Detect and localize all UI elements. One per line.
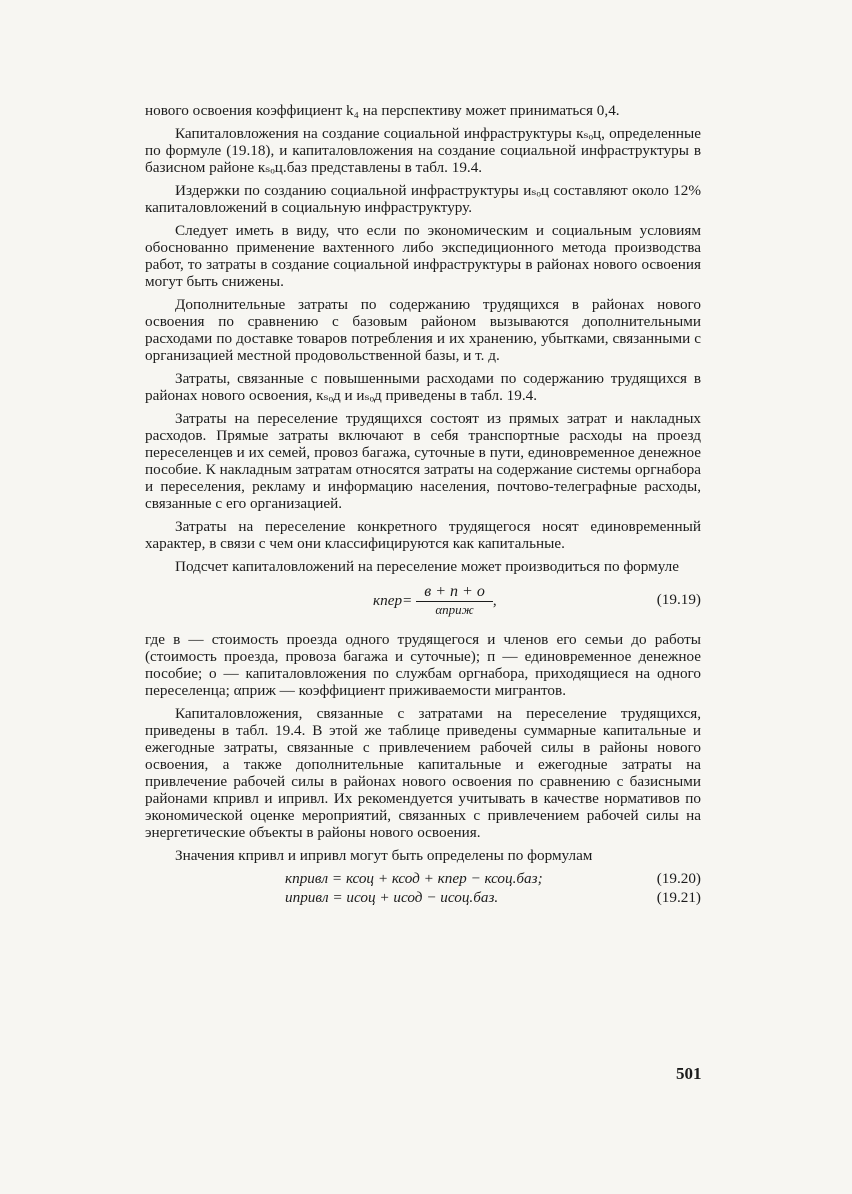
paragraph: Издержки по созданию социальной инфраструктуры иₛₒц составляют около 12% капиталовложений в социальную инфраструктуру. — [145, 182, 701, 216]
formula-text: ипривл = исоц + исод − исоц.баз. — [285, 889, 499, 906]
paragraph: Подсчет капиталовложений на переселение может производиться по формуле — [175, 558, 679, 575]
equation-number: (19.20) — [656, 870, 701, 887]
paragraph: Капиталовложения, связанные с затратами на переселение трудящихся, приведены в табл. 19.4. В этой же таблице приведены суммарные капитальные и ежегодные затраты, связанные с привлечением рабочей силы в районы нового освоения, а также дополнительные капитальные и ежегодные затраты на привлечение рабочей силы в районах нового освоения по сравнению с базисными районами кпривл и ипривл. Их рекомендуется учитывать в качестве нормативов по экономической оценке мероприятий, связанных с привлечением рабочей силы на энергетические объекты в районы нового освоения. — [145, 705, 701, 841]
formula-19-19 — [145, 581, 701, 621]
equation-number: (19.21) — [656, 889, 701, 906]
paragraph: Следует иметь в виду, что если по экономическим и социальным условиям обоснованно применение вахтенного либо экспедиционного метода производства работ, то затраты в создание социальной инфраструктуры в районах нового освоения могут быть снижены. — [145, 222, 701, 290]
paragraph: нового освоения коэффициент k₄ на перспективу может приниматься 0,4. — [145, 102, 620, 119]
paragraph: Значения кпривл и ипривл могут быть определены по формулам — [175, 847, 593, 864]
formula-numerator: в + п + о — [416, 583, 493, 602]
page-body — [145, 102, 701, 908]
formula-19-21 — [145, 889, 701, 908]
equation-number: (19.19) — [656, 591, 701, 608]
paragraph: Затраты на переселение трудящихся состоят из прямых затрат и накладных расходов. Прямые затраты включают в себя транспортные расходы на проезд переселенцев и их семей, провоз багажа, суточные в пути, единовременное денежное пособие. К накладным затратам относятся затраты на содержание системы оргнабора и переселения, рекламу и информацию населения, почтово-телеграфные расходы, связанные с его организацией. — [145, 410, 701, 512]
paragraph: Дополнительные затраты по содержанию трудящихся в районах нового освоения по сравнению с базовым районом вызываются дополнительными расходами по доставке товаров потребления и их хранению, убытками, связанными с организацией местной продовольственной базы, и т. д. — [145, 296, 701, 364]
paragraph: Капиталовложения на создание социальной инфраструктуры кₛₒц, определенные по формуле (19.18), и капиталовложения на создание социальной инфраструктуры в базисном районе кₛₒц.баз представлены в табл. 19.4. — [145, 125, 701, 176]
formula-fraction — [416, 583, 493, 618]
paragraph: Затраты на переселение конкретного трудящегося носят единовременный характер, в связи с чем они классифицируются как капитальные. — [145, 518, 701, 552]
formula-denominator: αприж — [435, 602, 474, 617]
page-number: 501 — [676, 1064, 702, 1083]
paragraph: Затраты, связанные с повышенными расходами по содержанию трудящихся в районах нового освоения, кₛₒд и иₛₒд приведены в табл. 19.4. — [145, 370, 701, 404]
formula-text: кпривл = ксоц + ксод + кпер − ксоц.баз; — [285, 870, 543, 887]
formula-lhs: кпер= — [373, 592, 413, 609]
formula-tail: , — [492, 592, 497, 609]
paragraph: где в — стоимость проезда одного трудящегося и членов его семьи до работы (стоимость проезда, провоза багажа и суточные); п — единовременное денежное пособие; о — капиталовложения по службам оргнабора, приходящиеся на одного переселенца; αприж — коэффициент приживаемости мигрантов. — [145, 631, 701, 699]
formula-19-20 — [145, 870, 701, 889]
